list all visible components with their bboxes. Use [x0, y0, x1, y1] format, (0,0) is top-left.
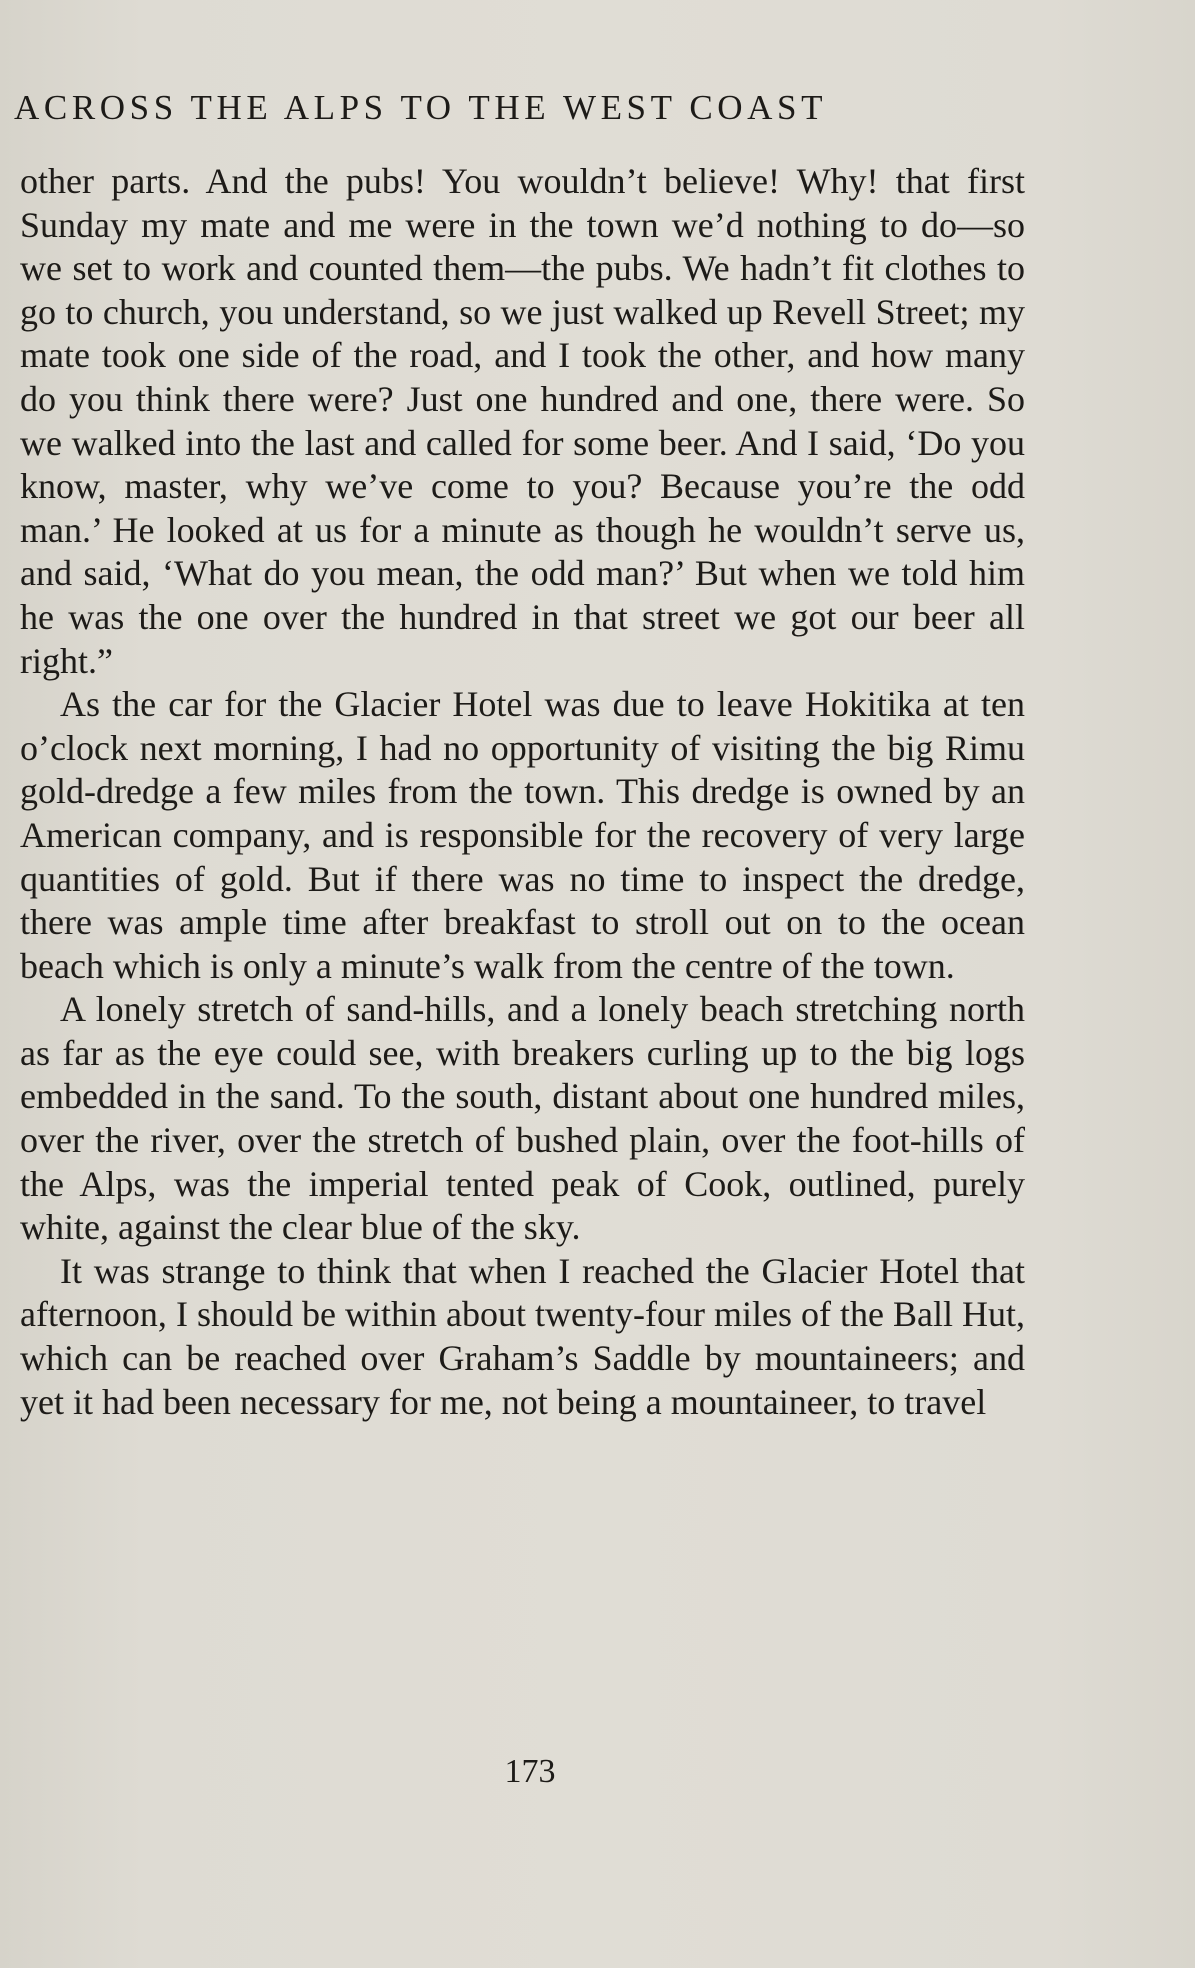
paragraph-beach: A lonely stretch of sand-hills, and a lonely beach stretching north as far as the eye could see, with breakers curling up to the big logs embedded in the sand. To the south, distant about one hundred miles, over the river, over the stretch of bushed plain, over the foot-hills of the Alps, was the imperial tented peak of Cook, outlined, purely white, against the clear blue of the sky.	[20, 989, 1025, 1248]
paragraph-continued: other parts. And the pubs! You wouldn’t believe! Why! that first Sunday my mate and me were in the town we’d nothing to do—so we set to work and counted them—the pubs. We hadn’t fit clothes to go to church, you understand, so we just walked up Revell Street; my mate took one side of the road, and I took the other, and how many do you think there were? Just one hundred and one, there were. So we walked into the last and called for some beer. And I said, ‘Do you know, master, why we’ve come to you? Because you’re the odd man.’ He looked at us for a minute as though he wouldn’t serve us, and said, ‘What do you mean, the odd man?’ But when we told him he was the one over the hundred in that street we got our beer all right.”	[20, 161, 1025, 681]
running-head: ACROSS THE ALPS TO THE WEST COAST	[14, 88, 828, 127]
page-number: 173	[504, 1753, 556, 1790]
paragraph-hokitika-departure: As the car for the Glacier Hotel was due to leave Hokitika at ten o’clock next morning, I had no opportunity of visiting the big Rimu gold-dredge a few miles from the town. This dredge is owned by an American company, and is responsible for the recovery of very large quantities of gold. But if there was no time to inspect the dredge, there was ample time after breakfast to stroll out on to the ocean beach which is only a minute’s walk from the centre of the town.	[20, 684, 1025, 986]
body-text	[20, 160, 1025, 1424]
paragraph-glacier-hotel: It was strange to think that when I reached the Glacier Hotel that afternoon, I should be within about twenty-four miles of the Ball Hut, which can be reached over Graham’s Saddle by mountaineers; and yet it had been necessary for me, not being a mountaineer, to travel	[20, 1250, 1025, 1422]
